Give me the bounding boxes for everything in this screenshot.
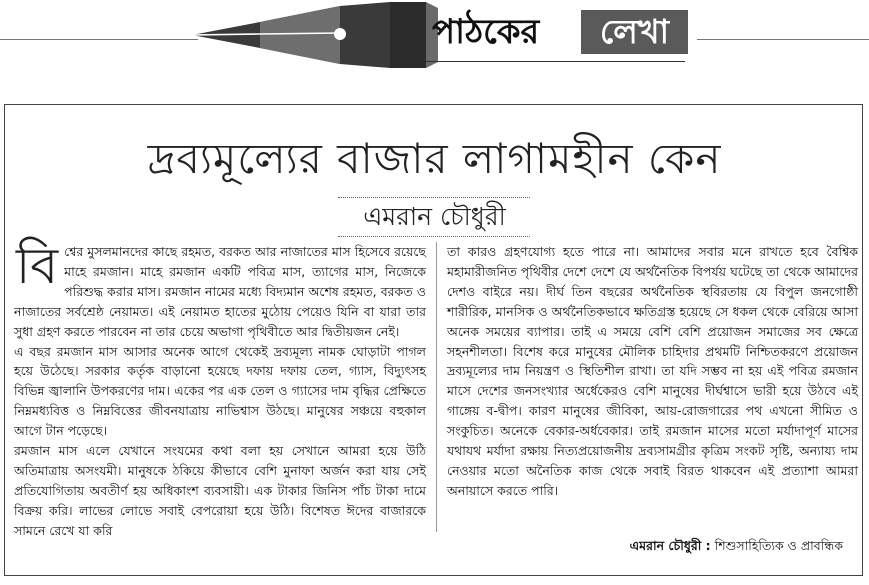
article-column-right bbox=[447, 242, 858, 501]
section-tag-box bbox=[581, 10, 688, 54]
header-rule-right bbox=[697, 39, 869, 40]
paragraph: তা কারও গ্রহণযোগ্য হতে পারে না। আমাদের সবার মনে রাখতে হবে বৈশ্বিক মহামারীজনিত পৃথিবীর দেশে দেশে যে অর্থনৈতিক বিপর্যয় ঘটেছে তা থেকে আমাদের দেশও বাইরে নয়। দীর্ঘ তিন বছরের অর্থনৈতিক স্থবিরতায় যে বিপুল জনগোষ্ঠী শারীরিক, মানসিক ও অর্থনৈতিকভাবে ক্ষতিগ্রস্ত হয়েছে সে ধকল থেকে বেরিয়ে আসা অনেক সময়ের ব্যাপার। তাই এ সময়ে বেশি বেশি প্রয়োজন সমাজের সব ক্ষেত্রে সহনশীলতা। বিশেষ করে মানুষের মৌলিক চাহিদার প্রথমটি নিশ্চিতকরণে প্রয়োজন দ্রব্যমূল্যের দাম নিয়ন্ত্রণ ও স্থিতিশীল রাখা। তা যদি সম্ভব না হয় এই পবিত্র রমজান মাসে দেশের জনসংখ্যার অর্ধেকেরও বেশি মানুষের দীর্ঘশ্বাসে ভারী হয়ে উঠবে এই গাঙ্গেয় ব-দ্বীপ। কারণ মানুষের জীবিকা, আয়-রোজগারের পথ এখনো সীমিত ও সংকুচিত। অনেকে বেকার-অর্ধবেকার। তাই রমজান মাসের মতো মর্যাদাপূর্ণ মাসের যথাযথ মর্যাদা রক্ষায় নিত্যপ্রয়োজনীয় দ্রব্যসামগ্রীর কৃত্রিম সংকট সৃষ্টি, অন্যায্য দাম নেওয়ার মতো অনৈতিক কাজ থেকে সবাই বিরত থাকবেন এই প্রত্যাশা আমরা অনায়াসে করতে পারি। bbox=[447, 244, 858, 498]
drop-cap: বি bbox=[16, 237, 59, 295]
paragraph bbox=[14, 237, 426, 342]
paragraph: এ বছর রমজান মাস আসার অনেক আগে থেকেই দ্রব্যমূল্য নামক ঘোড়াটা পাগল হয়ে উঠেছে। সরকার কর্তৃক বাড়ানো হয়েছে দফায় দফায় তেল, গ্যাস, বিদ্যুৎসহ বিভিন্ন জ্বালানি উপকরণের দাম। একের পর এক তেল ও গ্যাসের দাম বৃদ্ধির প্রেক্ষিতে নিম্নমধ্যবিত্ত ও নিম্নবিত্তের জীবনযাত্রায় নাভিশ্বাস উঠছে। মানুষের সঞ্চয়ে বহুকাল আগে টান পড়েছে। bbox=[14, 343, 426, 439]
pen-nib-icon bbox=[190, 0, 440, 70]
byline-divider-bottom bbox=[338, 236, 530, 237]
author-byline: এমরান চৌধুরী bbox=[363, 202, 506, 231]
header-underline bbox=[425, 61, 685, 62]
article-column-left bbox=[14, 237, 426, 541]
article-headline: দ্রব্যমূল্যের বাজার লাগামহীন কেন bbox=[147, 134, 722, 183]
paragraph: রমজান মাস এলে যেখানে সংযমের কথা বলা হয় সেখানে আমরা হয়ে উঠি অতিমাত্রায় অসংযমী। মানুষকে ঠকিয়ে কীভাবে বেশি মুনাফা অর্জন করা যায় সেই প্রতিযোগিতায় অবতীর্ণ হয় অধিকাংশ ব্যবসায়ী। এক টাকার জিনিস পাঁচ টাকা দামে বিক্রয় করি। লাভের লোভে সবাই বেপরোয়া হয়ে উঠি। বিশেষত ঈদের বাজারকে সামনে রেখে যা করি bbox=[14, 443, 426, 538]
author-signature bbox=[630, 536, 843, 556]
paragraph-text: শ্বের মুসলমানদের কাছে রহমত, বরকত আর নাজাতের মাস হিসেবে রয়েছে মাহে রমজান। মাহে রমজান একটি পবিত্র মাস, ত্যাগের মাস, নিজেকে পরিশুদ্ধ করার মাস। রমজান নামের মধ্যে বিদ্যমান অশেষ রহমত, বরকত ও নাজাতের সর্বশ্রেষ্ঠ নেয়ামত। এই নেয়ামত হাতের মুঠোয় পেয়েও যিনি বা যারা তার সুধা গ্রহণ করতে পারবেন না তার চেয়ে অভাগা পৃথিবীতে আর দ্বিতীয়জন নেই। bbox=[14, 244, 426, 339]
column-divider bbox=[436, 242, 437, 532]
section-tag: লেখা bbox=[599, 12, 670, 51]
signature-role: শিশুসাহিত্যিক ও প্রাবন্ধিক bbox=[714, 538, 843, 553]
signature-name: এমরান চৌধুরী : bbox=[629, 538, 711, 553]
byline-divider-top bbox=[338, 197, 530, 198]
section-title: পাঠকের bbox=[432, 12, 540, 52]
header-rule-left bbox=[0, 39, 198, 40]
